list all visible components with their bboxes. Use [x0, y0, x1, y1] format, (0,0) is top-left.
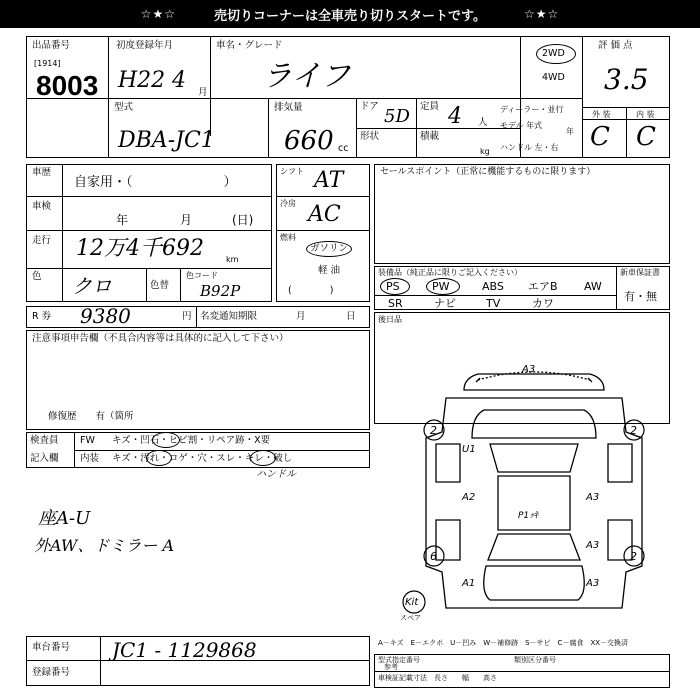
capacity-value: 4 — [448, 104, 462, 129]
drive-2wd: 2WD — [542, 48, 565, 59]
dirt-circle — [146, 450, 172, 466]
equip-navi: ナビ — [434, 297, 456, 310]
score-label: 評 価 点 — [598, 40, 633, 51]
tire-rear-right: 2 — [630, 550, 637, 563]
chassis-value: JC1 - 1129868 — [112, 638, 257, 662]
left-rear-panel — [436, 520, 460, 560]
tire-front-right: 2 — [630, 424, 637, 437]
banner-stars-left: ☆★☆ — [140, 7, 177, 21]
fuel-paren: ( ) — [288, 285, 334, 296]
mark-u1: U1 — [462, 444, 476, 455]
handle-label: ハンドル 左・右 — [500, 143, 559, 152]
equipment-label: 装備品（純正品に限りご記入ください） — [378, 268, 522, 277]
tire-rear-left: 6 — [430, 550, 437, 563]
interior-items: キズ・汚れ・コゲ・穴・スレ・キレ・破し — [112, 453, 293, 464]
fuel-diesel: 軽 油 — [318, 265, 341, 276]
color-code-label: 色コード — [186, 271, 218, 280]
color-label: 色 — [32, 271, 42, 282]
class-label: 類別区分番号 — [514, 656, 556, 664]
mark-a2: A2 — [462, 492, 476, 503]
mileage-unit: km — [226, 255, 239, 264]
size-label: 車検証記載寸法 長さ 幅 高さ — [378, 674, 497, 682]
interior-tag: 内装 — [80, 453, 100, 464]
notice-day: 日 — [346, 311, 356, 322]
mark-a3-right: A3 — [586, 492, 600, 503]
doors-label: ドア — [360, 101, 379, 112]
person-unit: 人 — [478, 117, 488, 128]
equip-pw: PW — [432, 280, 450, 293]
car-roof — [498, 476, 570, 530]
mark-a3-rear: A3 — [586, 578, 600, 589]
equip-tv: TV — [486, 297, 501, 310]
model-value: DBA-JC1 — [118, 128, 215, 153]
warranty-value: 有・無 — [624, 290, 657, 303]
sales-point-box — [374, 164, 670, 264]
reg-label: 登録番号 — [32, 667, 71, 678]
equip-aw: AW — [584, 280, 602, 293]
lot-sub: [1914] — [34, 59, 61, 68]
displacement-label: 排気量 — [274, 102, 303, 113]
exterior-items: キズ・凹石・ヒビ割・リペア跡・X要 — [112, 435, 271, 446]
left-fender — [436, 444, 460, 482]
recycle-box — [26, 306, 370, 328]
fuel-gas: ガソリン — [310, 243, 349, 254]
car-rear-window — [488, 534, 580, 560]
first-reg-month-unit: 月 — [198, 87, 208, 98]
mark-a3-lower: A3 — [586, 540, 600, 551]
dent-circle — [152, 432, 180, 448]
lot-number: 8003 — [36, 70, 99, 101]
sales-point-label: セールスポイント（正常に機能するものに限ります） — [380, 167, 596, 177]
inspector-label: 検査員 — [30, 435, 59, 446]
handwritten-note-1: 座A-U — [38, 508, 91, 529]
car-windshield — [490, 444, 578, 472]
recycle-label: R 券 — [32, 311, 52, 322]
exterior-grade: C — [590, 122, 610, 152]
color-code-value: B92P — [200, 282, 241, 300]
equip-abs: ABS — [482, 280, 504, 293]
inspection-day: (日) — [232, 213, 254, 227]
equip-ps: PS — [386, 280, 400, 293]
capacity-label: 定員 — [420, 101, 440, 112]
car-name-label: 車名・グレード — [216, 40, 283, 51]
chassis-label: 車台番号 — [32, 642, 71, 653]
mark-a1: A1 — [462, 578, 476, 589]
model-label: 型式 — [114, 102, 134, 113]
history-value: 自家用・（ ） — [74, 175, 237, 190]
car-damage-diagram — [400, 360, 670, 622]
exterior-tag: FW — [80, 435, 95, 446]
damage-legend: A－キズ E－エクボ U－凹み W－補修跡 S－サビ C－腐食 XX－交換済 — [378, 639, 629, 647]
yen-unit: 円 — [182, 311, 192, 322]
doors-value: 5D — [384, 106, 410, 127]
top-banner — [0, 0, 700, 28]
model-year-label: モデル 年式 — [500, 121, 543, 130]
right-rear-panel — [608, 520, 632, 560]
notes-label: 注意事項申告欄（不具合内容等は具体的に記入して下さい） — [32, 333, 289, 344]
wear-circle — [250, 450, 276, 466]
score-value: 3.5 — [604, 63, 649, 96]
mileage-label: 走行 — [32, 235, 52, 246]
back-date-label: 後日品 — [378, 315, 402, 324]
mark-p1: P1ｯｷ — [518, 511, 539, 521]
equip-leather: カワ — [532, 297, 554, 310]
tire-front-left: 2 — [430, 424, 437, 437]
inspection-year: 年 — [116, 213, 129, 227]
right-fender — [608, 444, 632, 482]
shift-label: シフト — [280, 167, 304, 176]
kit-mark: Kit — [405, 597, 419, 608]
entry-label: 記入欄 — [30, 453, 59, 464]
color-change-label: 色替 — [150, 280, 170, 291]
spare-label: スペア — [400, 614, 421, 622]
first-reg-era: H22 — [118, 68, 166, 93]
load-unit: kg — [480, 147, 490, 156]
drive-4wd: 4WD — [542, 72, 565, 83]
car-hood — [472, 410, 596, 438]
displacement-unit: cc — [338, 143, 349, 154]
notice-month: 月 — [296, 311, 306, 322]
dealer-label: ディーラー・並行 — [500, 105, 564, 114]
warranty-label: 新車保証書 — [620, 268, 660, 277]
year-unit: 年 — [566, 127, 574, 136]
load-label: 積載 — [420, 131, 440, 142]
car-front-bumper — [464, 374, 604, 390]
displacement-value: 660 — [284, 126, 334, 156]
recycle-value: 9380 — [80, 304, 131, 328]
interior-grade: C — [636, 122, 656, 152]
equip-airbag: エアB — [528, 280, 558, 293]
handwritten-under: ハンドル — [256, 469, 296, 480]
history-label: 車歴 — [32, 167, 52, 178]
mileage-value: 12万4千692 — [76, 236, 204, 261]
notice-label: 名変通知期限 — [200, 311, 258, 322]
inspection-month: 月 — [180, 213, 193, 227]
ac-value: AC — [308, 202, 341, 227]
interior-label: 内 装 — [636, 110, 655, 119]
type-label: 型式指定番号 — [378, 656, 420, 664]
repair-history: 修復歴 有（箇所 — [48, 411, 134, 422]
handwritten-note-2: 外AW、ドミラー A — [34, 536, 174, 555]
ac-label: 冷房 — [280, 199, 296, 208]
first-reg-label: 初度登録年月 — [116, 40, 174, 51]
mark-a3-top: A3 — [522, 364, 536, 375]
inspection-label: 車検 — [32, 201, 52, 212]
equip-sr: SR — [388, 297, 403, 310]
banner-text: 売切りコーナーは全車売り切りスタートです。 — [214, 8, 486, 24]
shift-value: AT — [314, 168, 344, 193]
exterior-label: 外 装 — [592, 110, 611, 119]
color-value: クロ — [72, 274, 112, 298]
banner-stars-right: ☆★☆ — [523, 7, 560, 21]
ref-label: 参考 — [384, 663, 398, 671]
car-name: ライフ — [262, 59, 351, 94]
first-reg-month: 4 — [172, 68, 186, 93]
shape-label: 形状 — [360, 131, 380, 142]
car-trunk — [484, 566, 585, 600]
lot-label: 出品番号 — [32, 40, 71, 51]
fuel-label: 燃料 — [280, 233, 296, 242]
car-body-outline — [426, 398, 642, 608]
